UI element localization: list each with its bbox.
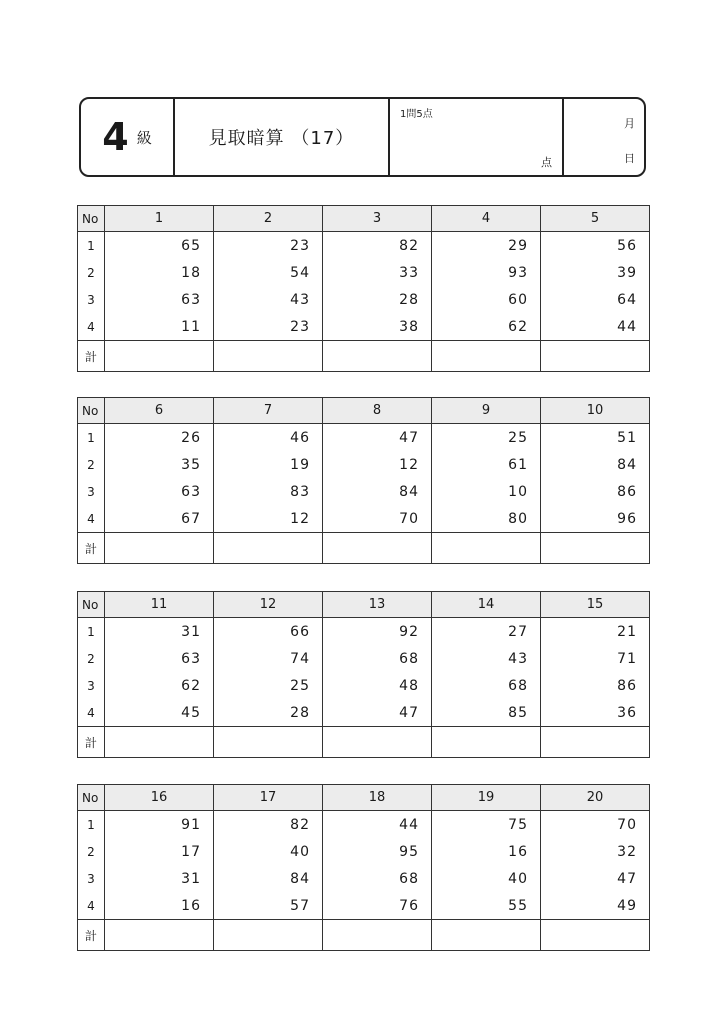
addend-value: 25 [432, 424, 541, 452]
addend-value: 67 [105, 505, 214, 533]
row-number: 3 [78, 286, 105, 313]
total-row [78, 341, 650, 372]
answer-box [323, 341, 432, 372]
header-row [78, 206, 650, 232]
answer-box [214, 920, 323, 951]
addend-value: 36 [541, 699, 650, 727]
problem-number: 9 [432, 398, 541, 424]
problem-number: 11 [105, 592, 214, 618]
addend-value: 84 [214, 865, 323, 892]
addend-value: 39 [541, 259, 650, 286]
addend-value: 64 [541, 286, 650, 313]
addend-value: 82 [323, 232, 432, 260]
addend-row [78, 892, 650, 920]
header-row [78, 398, 650, 424]
addend-row [78, 811, 650, 839]
addend-value: 96 [541, 505, 650, 533]
no-header: No [78, 785, 105, 811]
addend-row [78, 478, 650, 505]
row-number: 2 [78, 259, 105, 286]
addend-value: 26 [105, 424, 214, 452]
addend-value: 28 [323, 286, 432, 313]
no-header: No [78, 206, 105, 232]
addend-value: 74 [214, 645, 323, 672]
problem-number: 12 [214, 592, 323, 618]
addend-value: 61 [432, 451, 541, 478]
total-label: 計 [78, 341, 105, 372]
addend-value: 12 [323, 451, 432, 478]
answer-box [432, 341, 541, 372]
month-label: 月 [624, 117, 635, 130]
answer-box [432, 920, 541, 951]
addend-value: 10 [432, 478, 541, 505]
addend-value: 16 [105, 892, 214, 920]
addend-value: 44 [323, 811, 432, 839]
addend-row [78, 232, 650, 260]
addend-value: 33 [323, 259, 432, 286]
answer-box [432, 533, 541, 564]
score-note: 1問5点 [400, 109, 433, 120]
row-number: 1 [78, 232, 105, 260]
total-label: 計 [78, 727, 105, 758]
addend-value: 93 [432, 259, 541, 286]
problem-table [77, 784, 650, 951]
no-header: No [78, 592, 105, 618]
answer-box [214, 533, 323, 564]
addend-value: 95 [323, 838, 432, 865]
date-box [564, 99, 644, 175]
total-label: 計 [78, 920, 105, 951]
addend-value: 83 [214, 478, 323, 505]
row-number: 3 [78, 865, 105, 892]
addend-value: 55 [432, 892, 541, 920]
answer-box [432, 727, 541, 758]
addend-row [78, 672, 650, 699]
addend-value: 23 [214, 232, 323, 260]
grade-box [81, 99, 173, 175]
addend-value: 21 [541, 618, 650, 646]
addend-value: 68 [323, 645, 432, 672]
addend-value: 27 [432, 618, 541, 646]
addend-row [78, 838, 650, 865]
addend-value: 70 [541, 811, 650, 839]
addend-value: 40 [432, 865, 541, 892]
addend-value: 38 [323, 313, 432, 341]
addend-value: 11 [105, 313, 214, 341]
addend-value: 86 [541, 478, 650, 505]
problem-number: 14 [432, 592, 541, 618]
addend-value: 68 [323, 865, 432, 892]
addend-value: 71 [541, 645, 650, 672]
addend-value: 47 [323, 699, 432, 727]
addend-value: 44 [541, 313, 650, 341]
addend-value: 62 [105, 672, 214, 699]
answer-box [214, 727, 323, 758]
addend-value: 23 [214, 313, 323, 341]
addend-value: 43 [432, 645, 541, 672]
addend-value: 86 [541, 672, 650, 699]
answer-box [105, 533, 214, 564]
problem-number: 5 [541, 206, 650, 232]
row-number: 1 [78, 811, 105, 839]
row-number: 3 [78, 672, 105, 699]
addend-value: 82 [214, 811, 323, 839]
problem-number: 3 [323, 206, 432, 232]
addend-row [78, 505, 650, 533]
day-label: 日 [624, 152, 635, 165]
addend-value: 45 [105, 699, 214, 727]
addend-value: 17 [105, 838, 214, 865]
worksheet-header [79, 97, 646, 177]
row-number: 3 [78, 478, 105, 505]
addend-value: 32 [541, 838, 650, 865]
addend-value: 47 [323, 424, 432, 452]
row-number: 4 [78, 892, 105, 920]
addend-value: 28 [214, 699, 323, 727]
answer-box [541, 341, 650, 372]
addend-value: 47 [541, 865, 650, 892]
answer-box [541, 727, 650, 758]
addend-value: 29 [432, 232, 541, 260]
total-label: 計 [78, 533, 105, 564]
answer-box [323, 920, 432, 951]
answer-box [541, 920, 650, 951]
addend-value: 65 [105, 232, 214, 260]
addend-value: 70 [323, 505, 432, 533]
addend-row [78, 259, 650, 286]
addend-value: 49 [541, 892, 650, 920]
addend-value: 91 [105, 811, 214, 839]
answer-box [323, 727, 432, 758]
no-header: No [78, 398, 105, 424]
addend-value: 40 [214, 838, 323, 865]
problem-number: 4 [432, 206, 541, 232]
row-number: 2 [78, 451, 105, 478]
addend-value: 66 [214, 618, 323, 646]
score-unit: 点 [541, 156, 552, 169]
row-number: 4 [78, 505, 105, 533]
addend-value: 63 [105, 645, 214, 672]
problem-number: 7 [214, 398, 323, 424]
addend-value: 31 [105, 618, 214, 646]
addend-row [78, 699, 650, 727]
problem-table [77, 591, 650, 758]
addend-row [78, 645, 650, 672]
addend-value: 76 [323, 892, 432, 920]
addend-value: 25 [214, 672, 323, 699]
addend-value: 56 [541, 232, 650, 260]
addend-row [78, 451, 650, 478]
grade-suffix: 級 [136, 128, 152, 147]
addend-row [78, 286, 650, 313]
answer-box [105, 920, 214, 951]
worksheet-title: 見取暗算 （17） [208, 128, 355, 149]
addend-value: 43 [214, 286, 323, 313]
row-number: 1 [78, 424, 105, 452]
problem-number: 1 [105, 206, 214, 232]
problem-number: 17 [214, 785, 323, 811]
addend-value: 75 [432, 811, 541, 839]
addend-value: 92 [323, 618, 432, 646]
addend-value: 84 [323, 478, 432, 505]
answer-box [323, 533, 432, 564]
addend-value: 57 [214, 892, 323, 920]
problem-number: 2 [214, 206, 323, 232]
problem-number: 15 [541, 592, 650, 618]
addend-row [78, 865, 650, 892]
row-number: 4 [78, 699, 105, 727]
addend-value: 85 [432, 699, 541, 727]
problem-number: 16 [105, 785, 214, 811]
total-row [78, 727, 650, 758]
header-row [78, 785, 650, 811]
answer-box [105, 727, 214, 758]
problem-number: 8 [323, 398, 432, 424]
addend-value: 63 [105, 478, 214, 505]
addend-value: 31 [105, 865, 214, 892]
problem-table [77, 397, 650, 564]
addend-value: 18 [105, 259, 214, 286]
addend-value: 19 [214, 451, 323, 478]
addend-value: 54 [214, 259, 323, 286]
row-number: 2 [78, 838, 105, 865]
answer-box [105, 341, 214, 372]
problem-number: 13 [323, 592, 432, 618]
addend-value: 51 [541, 424, 650, 452]
problem-number: 10 [541, 398, 650, 424]
problem-number: 19 [432, 785, 541, 811]
addend-row [78, 313, 650, 341]
addend-value: 80 [432, 505, 541, 533]
addend-value: 84 [541, 451, 650, 478]
row-number: 2 [78, 645, 105, 672]
addend-value: 60 [432, 286, 541, 313]
problem-table [77, 205, 650, 372]
score-box [390, 99, 562, 175]
problem-number: 20 [541, 785, 650, 811]
addend-row [78, 424, 650, 452]
addend-value: 46 [214, 424, 323, 452]
total-row [78, 533, 650, 564]
row-number: 1 [78, 618, 105, 646]
addend-row [78, 618, 650, 646]
header-row [78, 592, 650, 618]
problem-number: 6 [105, 398, 214, 424]
addend-value: 35 [105, 451, 214, 478]
grade-number: 4 [102, 115, 129, 159]
addend-value: 48 [323, 672, 432, 699]
problem-number: 18 [323, 785, 432, 811]
addend-value: 16 [432, 838, 541, 865]
addend-value: 63 [105, 286, 214, 313]
answer-box [214, 341, 323, 372]
addend-value: 68 [432, 672, 541, 699]
answer-box [541, 533, 650, 564]
row-number: 4 [78, 313, 105, 341]
addend-value: 62 [432, 313, 541, 341]
total-row [78, 920, 650, 951]
addend-value: 12 [214, 505, 323, 533]
